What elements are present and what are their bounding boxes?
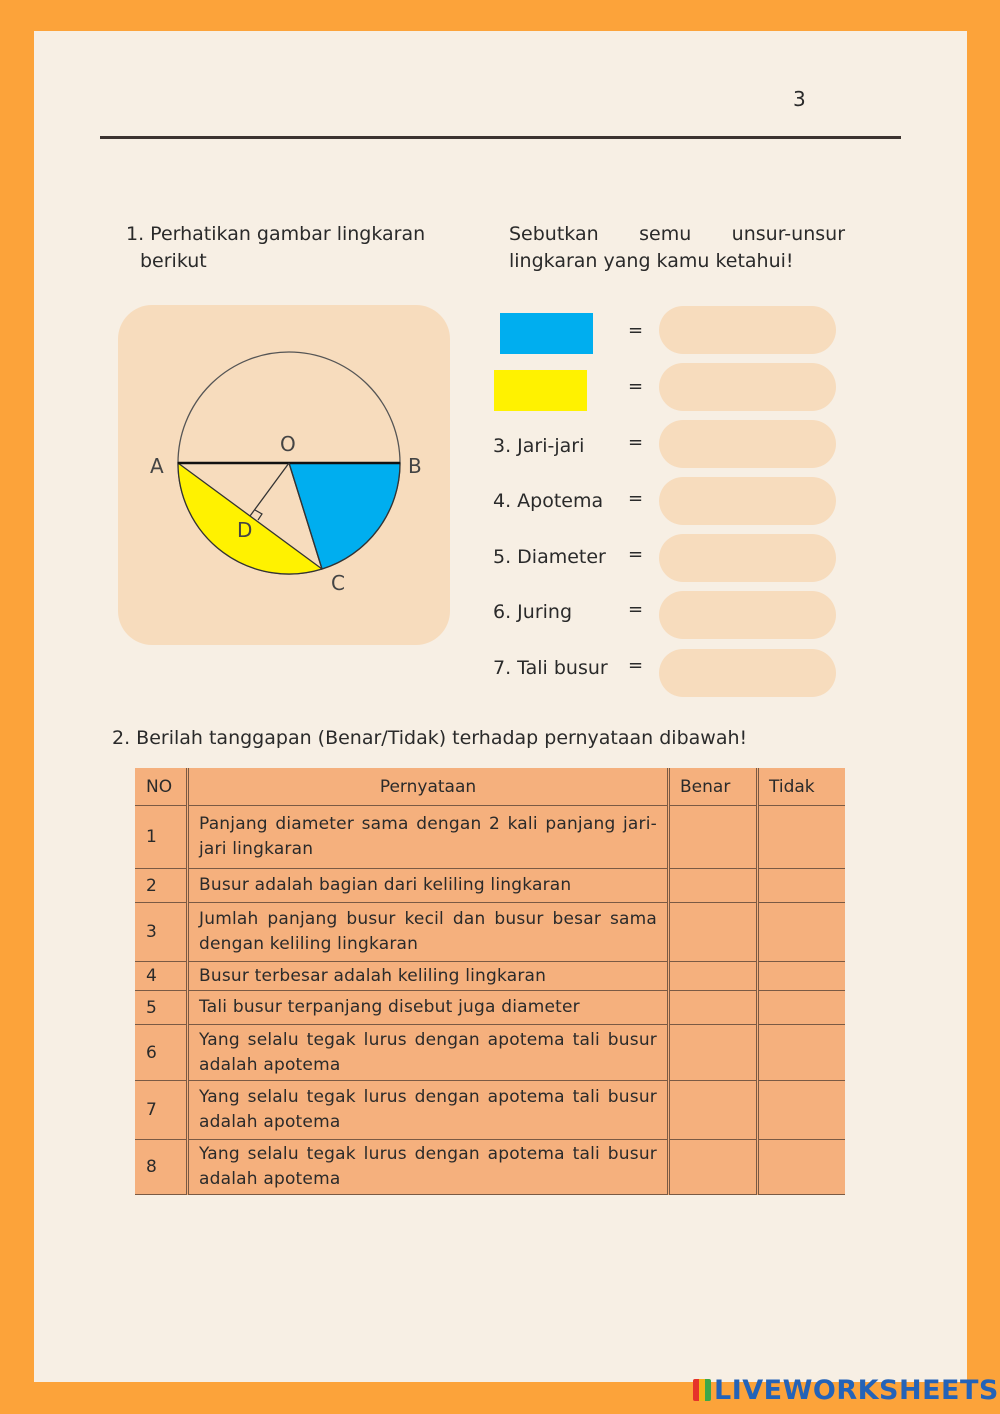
row-number: 7	[135, 1081, 188, 1140]
question-2-prompt: 2. Berilah tanggapan (Benar/Tidak) terhadap pernyataan dibawah!	[112, 727, 748, 749]
equals-sign: =	[628, 599, 644, 620]
table-row	[135, 1081, 845, 1140]
row-statement: Panjang diameter sama dengan 2 kali panjang jari-jari lingkaran	[188, 806, 669, 869]
row-statement: Busur adalah bagian dari keliling lingkaran	[188, 869, 669, 903]
question-1-prompt	[126, 221, 456, 275]
false-answer-cell[interactable]	[758, 1081, 846, 1140]
question-1-instruction	[509, 221, 845, 275]
equals-sign: =	[628, 488, 644, 509]
label-b: B	[408, 454, 422, 478]
answer-field-2[interactable]	[659, 363, 836, 411]
row-number: 4	[135, 962, 188, 991]
row-statement: Jumlah panjang busur kecil dan busur besar sama dengan keliling lingkaran	[188, 903, 669, 962]
header-false: Tidak	[758, 768, 846, 806]
instruction-line-2: lingkaran yang kamu ketahui!	[509, 250, 794, 272]
false-answer-cell[interactable]	[758, 1140, 846, 1195]
true-answer-cell[interactable]	[669, 1025, 758, 1081]
row-number: 3	[135, 903, 188, 962]
table-row	[135, 903, 845, 962]
header-true: Benar	[669, 768, 758, 806]
row-statement: Yang selalu tegak lurus dengan apotema tali busur adalah apotema	[188, 1140, 669, 1195]
instruction-line-1: Sebutkan semu unsur-unsur	[509, 223, 845, 245]
true-answer-cell[interactable]	[669, 806, 758, 869]
question-1-line-1: 1. Perhatikan gambar lingkaran	[126, 223, 426, 245]
true-answer-cell[interactable]	[669, 1140, 758, 1195]
sector-color-swatch	[500, 313, 593, 354]
logo-text: LIVEWORKSHEETS	[714, 1375, 999, 1406]
label-c: C	[331, 571, 345, 595]
page-number: 3	[793, 87, 806, 111]
true-answer-cell[interactable]	[669, 962, 758, 991]
table-row	[135, 1140, 845, 1195]
false-answer-cell[interactable]	[758, 991, 846, 1025]
false-answer-cell[interactable]	[758, 1025, 846, 1081]
row-statement: Busur terbesar adalah keliling lingkaran	[188, 962, 669, 991]
false-answer-cell[interactable]	[758, 962, 846, 991]
false-answer-cell[interactable]	[758, 869, 846, 903]
true-answer-cell[interactable]	[669, 991, 758, 1025]
liveworksheets-logo[interactable]	[693, 1375, 999, 1406]
circle-diagram	[118, 305, 450, 645]
answer-field-3[interactable]	[659, 420, 836, 468]
true-answer-cell[interactable]	[669, 869, 758, 903]
table-row	[135, 1025, 845, 1081]
row-number: 2	[135, 869, 188, 903]
item-label-tali-busur: 7. Tali busur	[493, 657, 608, 679]
answer-field-7[interactable]	[659, 649, 836, 697]
false-answer-cell[interactable]	[758, 806, 846, 869]
equals-sign: =	[628, 655, 644, 676]
label-o: O	[280, 432, 296, 456]
liveworksheets-logo-icon	[693, 1379, 711, 1401]
answer-field-6[interactable]	[659, 591, 836, 639]
table-row	[135, 991, 845, 1025]
equals-sign: =	[628, 432, 644, 453]
answer-field-5[interactable]	[659, 534, 836, 582]
equals-sign: =	[628, 320, 644, 341]
true-answer-cell[interactable]	[669, 1081, 758, 1140]
table-row	[135, 962, 845, 991]
table-row	[135, 869, 845, 903]
header-statement: Pernyataan	[188, 768, 669, 806]
label-d: D	[237, 518, 253, 542]
row-statement: Yang selalu tegak lurus dengan apotema tali busur adalah apotema	[188, 1081, 669, 1140]
row-number: 1	[135, 806, 188, 869]
label-a: A	[150, 454, 164, 478]
question-1-line-2: berikut	[140, 250, 207, 272]
false-answer-cell[interactable]	[758, 903, 846, 962]
item-label-juring: 6. Juring	[493, 601, 573, 623]
circle-diagram-card	[118, 305, 450, 645]
row-statement: Yang selalu tegak lurus dengan apotema tali busur adalah apotema	[188, 1025, 669, 1081]
header-no: NO	[135, 768, 188, 806]
row-number: 8	[135, 1140, 188, 1195]
row-number: 6	[135, 1025, 188, 1081]
row-number: 5	[135, 991, 188, 1025]
table-row	[135, 806, 845, 869]
row-statement: Tali busur terpanjang disebut juga diameter	[188, 991, 669, 1025]
answer-field-4[interactable]	[659, 477, 836, 525]
true-answer-cell[interactable]	[669, 903, 758, 962]
item-label-jari-jari: 3. Jari-jari	[493, 435, 585, 457]
equals-sign: =	[628, 376, 644, 397]
statement-table	[135, 768, 845, 1195]
right-angle-mark	[255, 510, 262, 520]
segment-color-swatch	[494, 370, 587, 411]
item-label-apotema: 4. Apotema	[493, 490, 604, 512]
answer-field-1[interactable]	[659, 306, 836, 354]
item-label-diameter: 5. Diameter	[493, 546, 606, 568]
header-rule	[100, 136, 901, 139]
apothem-line	[250, 463, 289, 516]
table-header-row	[135, 768, 845, 806]
equals-sign: =	[628, 544, 644, 565]
